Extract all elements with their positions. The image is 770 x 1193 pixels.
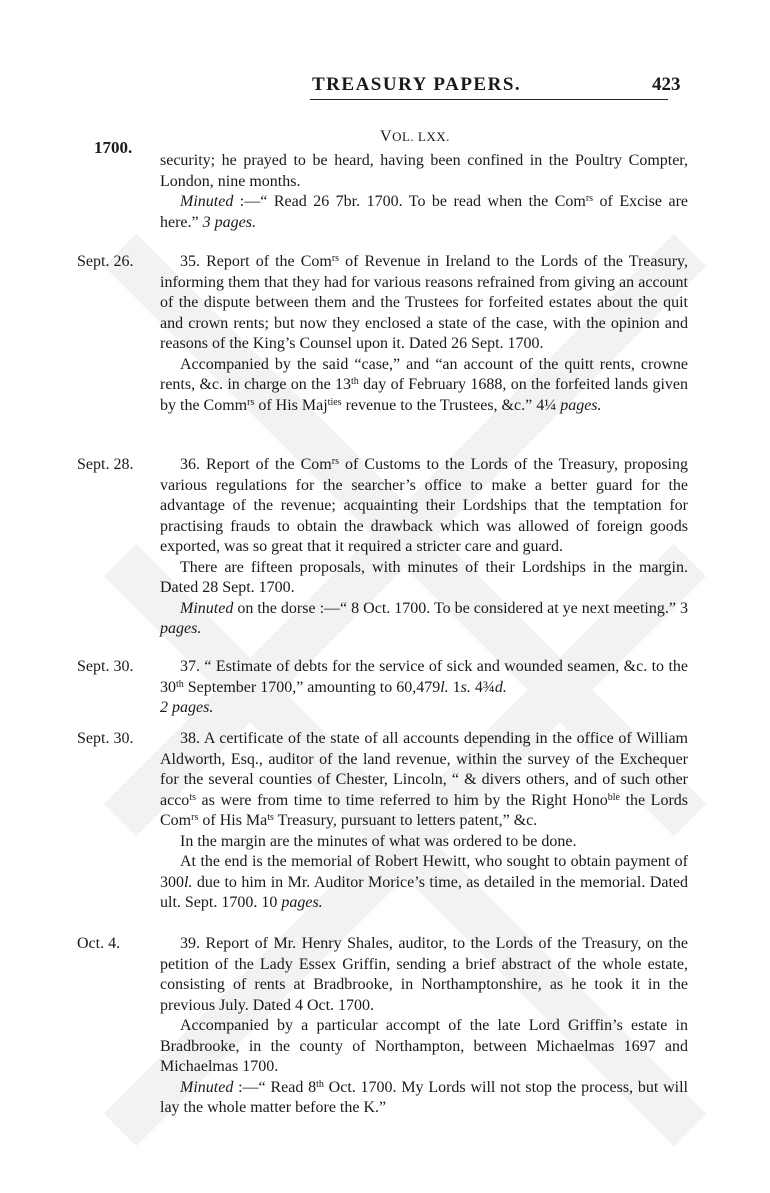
continuation-text: security; he prayed to be heard, having been confined in the Poultry Compter, London, nine months. — [160, 152, 688, 190]
superscript: rs — [247, 396, 255, 408]
entry-35 — [160, 252, 688, 416]
year-margin: 1700. — [94, 138, 133, 157]
superscript: th — [316, 1078, 324, 1090]
text: 38. A certificate of the state of all accounts depending in the office of William Aldworth, Esq., auditor of the land revenue, within the survey of the Exchequer for the several counties of Chester, Lincoln, “ & divers others, and of such other acco — [160, 730, 688, 809]
entry-37 — [160, 657, 688, 719]
text: due to him in Mr. Auditor Morice’s time, as detailed in the memorial. Dated ult. Sept. 1700. 10 — [160, 873, 688, 911]
entry-paragraph — [160, 657, 688, 698]
minute-text: on the dorse :—“ 8 Oct. 1700. To be considered at ye next meeting.” 3 — [233, 599, 688, 617]
page-number: 423 — [652, 74, 681, 95]
text: At the end is the memorial of Robert Hewitt, who sought to obtain payment of 300 — [160, 853, 688, 891]
pages-count: pages. — [281, 894, 323, 911]
entry-paragraph — [160, 455, 688, 558]
superscript: rs — [331, 456, 339, 467]
minute-label: Minuted — [180, 193, 234, 210]
minute-text: Oct. 1700. My Lords will not stop the process, but will lay the whole matter before the K.” — [160, 1078, 688, 1116]
text: 1 — [448, 678, 461, 696]
text: 35. Report of the Com — [180, 253, 332, 270]
entry-date: Sept. 30. — [77, 658, 134, 675]
superscript: rs — [331, 253, 340, 264]
volume-prefix: V — [380, 128, 393, 145]
superscript: rs — [191, 812, 199, 823]
header-rule — [310, 99, 668, 100]
pages-count: pages. — [560, 396, 602, 414]
continuation-block — [160, 151, 688, 233]
text: September 1700,” amounting to 60,479 — [183, 678, 441, 696]
entry-minute — [160, 1078, 688, 1119]
entry-paragraph — [160, 698, 688, 719]
text: Accompanied by the said “case,” and “an account of the quitt rents, crowne rents, &c. in charge on the 13 — [160, 355, 688, 393]
entry-date: Oct. 4. — [77, 935, 121, 952]
entry-date: Sept. 30. — [77, 730, 134, 747]
superscript: ts — [189, 791, 196, 803]
unit: s. — [460, 678, 471, 696]
text: 4¾ — [470, 678, 495, 696]
pages-count: pages. — [160, 620, 202, 637]
entry-38 — [160, 729, 688, 914]
entry-paragraph — [160, 852, 688, 914]
entry-paragraph — [160, 252, 688, 355]
entry-paragraph: In the margin are the minutes of what was ordered to be done. — [180, 832, 577, 850]
superscript: ble — [607, 791, 620, 803]
superscript: th — [176, 678, 184, 690]
text: of His Ma — [198, 812, 268, 829]
minute-text: :—“ Read 8 — [233, 1078, 317, 1096]
text: of Revenue in Ireland to the Lords of the Treasury, informing them that they had for various reasons refrained from giving an account of the dispute between them and the Trustees for forfeited estates about the quit and crown rents; but now they enclosed a state of the case, with the opinion and reasons of the King’s Counsel upon it. Dated 26 Sept. 1700. — [160, 253, 688, 352]
text: the Lords Com — [160, 791, 689, 829]
text: 36. Report of the Com — [180, 456, 332, 473]
entry-paragraph: 39. Report of Mr. Henry Shales, auditor, to the Lords of the Treasury, on the petition of the Lady Essex Griffin, sending a brief abstract of the whole estate, consisting of rents at Bradbrooke, in Northamptonshire, as he took it in the previous July. Dated 4 Oct. 1700. — [160, 935, 688, 1014]
entry-paragraph: There are fifteen proposals, with minutes of their Lordships in the margin. Dated 28 Sept. 1700. — [160, 558, 688, 596]
text: as were from time to time referred to him by the Right Hono — [195, 791, 608, 809]
entry-paragraph — [160, 355, 688, 417]
text: 37. “ Estimate of debts for the service of sick and wounded seamen, &c. to the 30 — [160, 658, 688, 696]
entry-minute — [160, 599, 688, 640]
text: of Customs to the Lords of the Treasury, proposing various regulations for the searcher’s office to make a better guard for the advantage of the revenue; acquainting their Lordships that the temptation for practising frauds to obtain the drawback which was allowed of foreign goods exported, was so great that it required a stricter care and guard. — [160, 456, 688, 555]
superscript: rs — [585, 193, 594, 204]
running-head: TREASURY PAPERS. — [312, 74, 522, 95]
entry-39 — [160, 934, 688, 1119]
volume-heading — [380, 128, 450, 146]
unit: l. — [184, 873, 193, 891]
text: revenue to the Trustees, &c.” 4¼ — [341, 396, 561, 414]
superscript: ties — [327, 396, 342, 408]
continuation-minute — [160, 192, 688, 233]
entry-date: Sept. 26. — [77, 253, 134, 270]
entry-paragraph — [160, 729, 688, 832]
entry-paragraph: Accompanied by a particular accompt of the late Lord Griffin’s estate in Bradbrooke, in the county of Northampton, between Michaelmas 1697 and Michaelmas 1700. — [160, 1017, 688, 1075]
entry-36 — [160, 455, 688, 640]
text: Treasury, pursuant to letters patent,” &c. — [273, 812, 538, 829]
text: of His Maj — [254, 396, 328, 414]
entry-date: Sept. 28. — [77, 456, 134, 473]
minute-text: :—“ Read 26 7br. 1700. To be read when the Com — [233, 193, 586, 210]
pages-count: 3 pages. — [202, 213, 256, 231]
superscript: th — [351, 376, 359, 387]
minute-label: Minuted — [180, 599, 234, 617]
minute-label: Minuted — [180, 1078, 234, 1096]
minute-text: of Excise are here.” — [160, 193, 688, 231]
superscript: ts — [267, 812, 274, 823]
pages-count: 2 pages. — [160, 699, 214, 716]
unit: d. — [494, 678, 507, 696]
unit: l. — [440, 678, 449, 696]
text: day of February 1688, on the forfeited lands given by the Comm — [160, 376, 689, 414]
volume-rest: OL. LXX. — [392, 129, 450, 144]
